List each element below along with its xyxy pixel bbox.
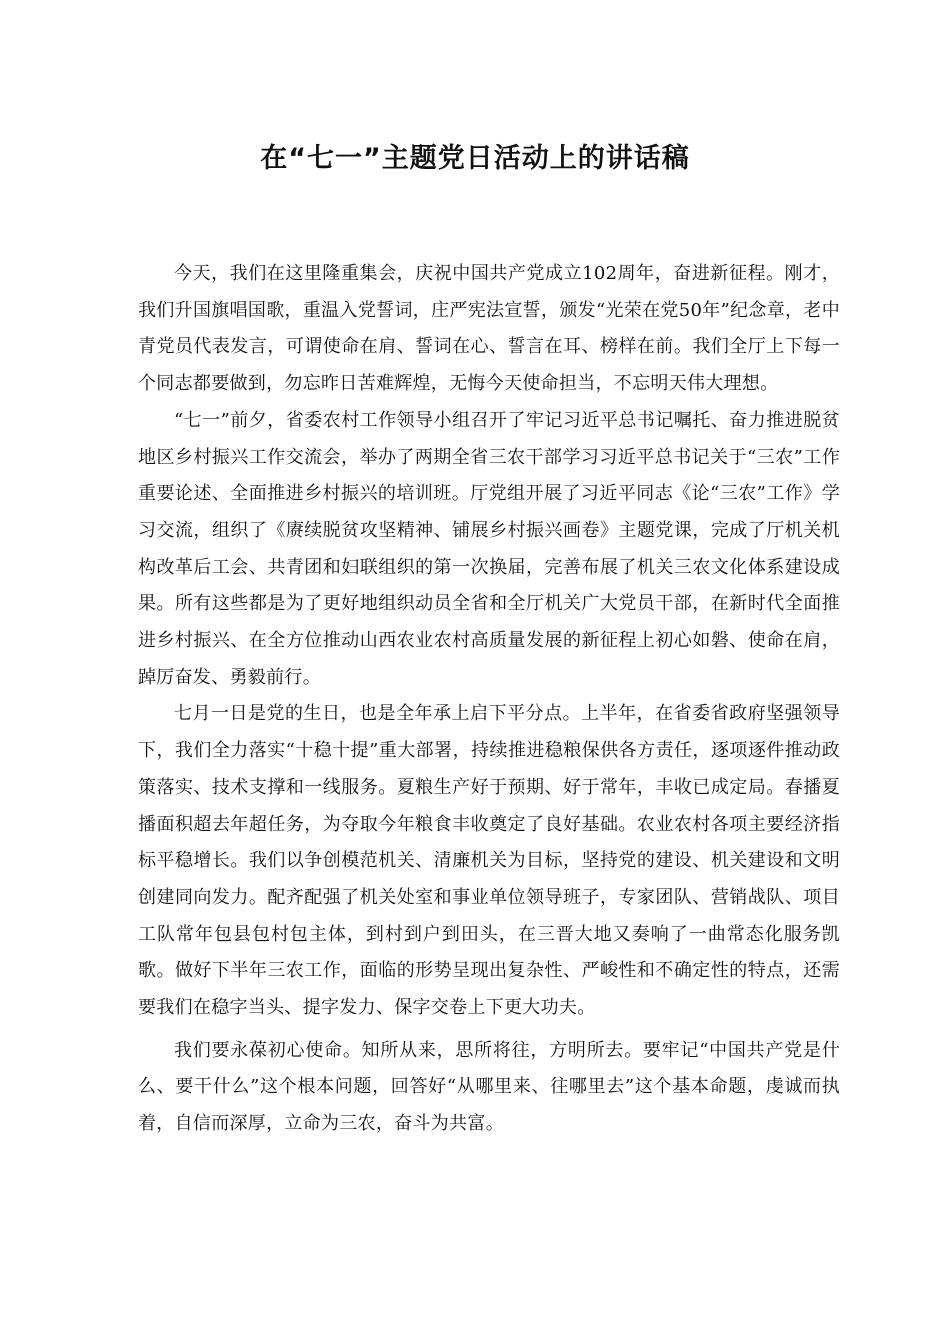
paragraph-3: 七月一日是党的生日，也是全年承上启下平分点。上半年，在省委省政府坚强领导下，我们全力落实“十稳十提”重大部署，持续推进稳粮保供各方责任，逐项逐件推动政策落实、技术支撑和一线服务。夏粮生产好于预期、好于常年，丰收已成定局。春播夏播面积超去年超任务，为夺取今年粮食丰收奠定了良好基础。农业农村各项主要经济指标平稳增长。我们以争创模范机关、清廉机关为目标，坚持党的建设、机关建设和文明创建同向发力。配齐配强了机关处室和事业单位领导班子，专家团队、营销战队、项目工队常年包县包村包主体，到村到户到田头，在三晋大地又奏响了一曲常态化服务凯歌。做好下半年三农工作，面临的形势呈现出复杂性、严峻性和不确定性的特点，还需要我们在稳字当头、提字发力、保字交卷上下更大功夫。 — [138, 703, 840, 1019]
document-title: 在“七一”主题党日活动上的讲话稿 — [260, 143, 690, 174]
paragraph-4: 我们要永葆初心使命。知所从来，思所将往，方明所去。要牢记“中国共产党是什么、要干什么”这个根本问题，回答好“从哪里来、往哪里去”这个基本命题，虔诚而执着，自信而深厚，立命为三农，奋斗为共富。 — [138, 1039, 840, 1135]
document-body — [138, 256, 840, 1143]
paragraph-2: “七一”前夕，省委农村工作领导小组召开了牢记习近平总书记嘱托、奋力推进脱贫地区乡村振兴工作交流会，举办了两期全省三农干部学习习近平总书记关于“三农”工作重要论述、全面推进乡村振兴的培训班。厅党组开展了习近平同志《论“三农”工作》学习交流，组织了《赓续脱贫攻坚精神、铺展乡村振兴画卷》主题党课，完成了厅机关机构改革后工会、共青团和妇联组织的第一次换届，完善布展了机关三农文化体系建设成果。所有这些都是为了更好地组织动员全省和全厅机关广大党员干部，在新时代全面推进乡村振兴、在全方位推动山西农业农村高质量发展的新征程上初心如磐、使命在肩，踔厉奋发、勇毅前行。 — [138, 409, 840, 688]
paragraph-1: 今天，我们在这里隆重集会，庆祝中国共产党成立102周年，奋进新征程。刚才，我们升国旗唱国歌，重温入党誓词，庄严宪法宣誓，颁发“光荣在党50年”纪念章，老中青党员代表发言，可谓使命在肩、誓词在心、誓言在耳、榜样在前。我们全厅上下每一个同志都要做到，勿忘昨日苦难辉煌，无悔今天使命担当，不忘明天伟大理想。 — [138, 263, 840, 395]
